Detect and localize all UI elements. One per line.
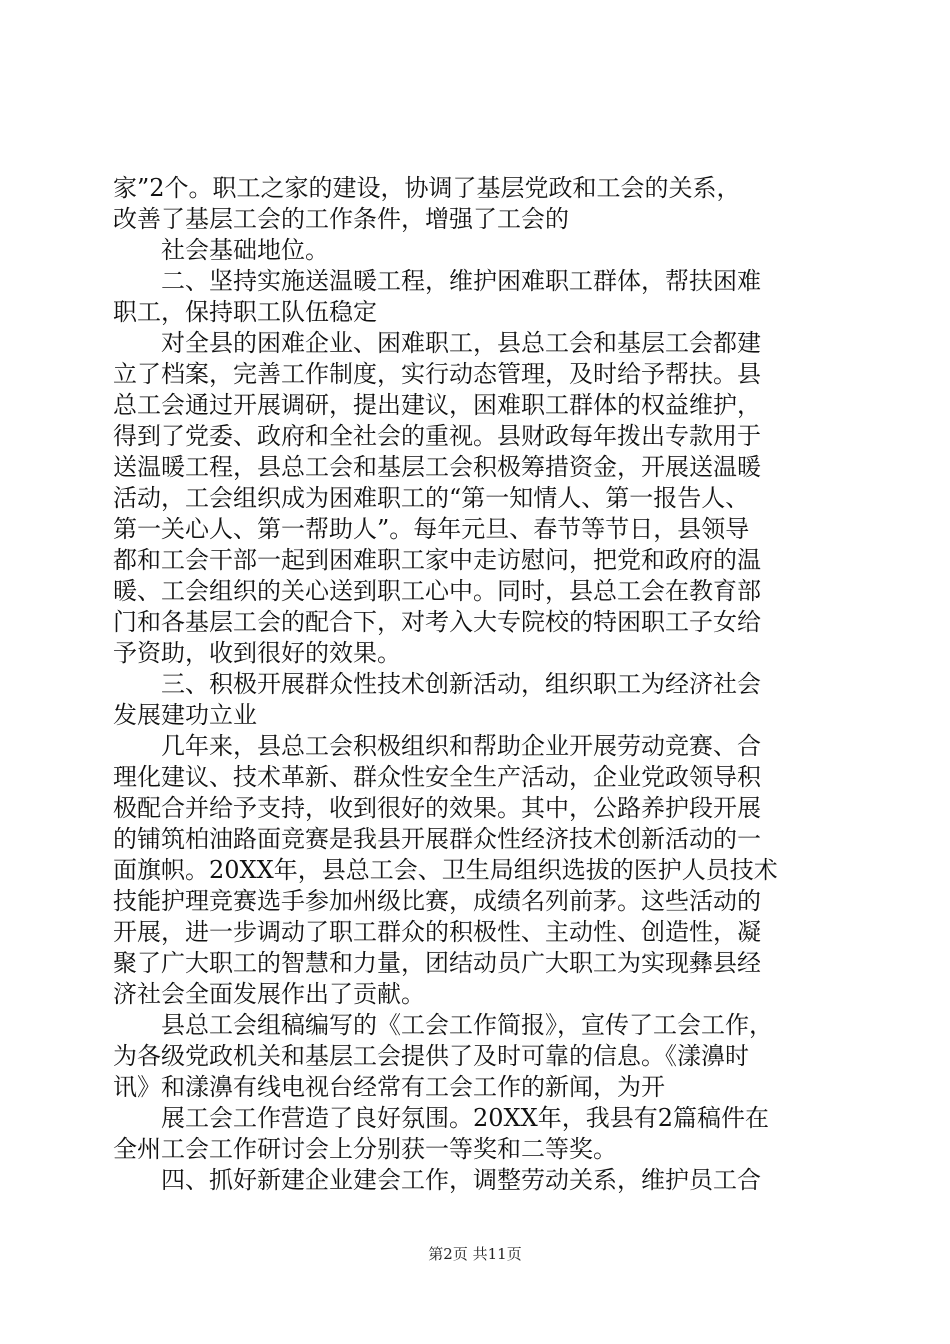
text-line: 全州工会工作研讨会上分别获一等奖和二等奖。 [113,1135,617,1163]
text-line: 立了档案，完善工作制度，实行动态管理，及时给予帮扶。县 [113,360,761,388]
text-line: 理化建议、技术革新、群众性安全生产活动，企业党政领导积 [113,763,761,791]
text-line: 开展，进一步调动了职工群众的积极性、主动性、创造性，凝 [113,918,761,946]
text-line: 极配合并给予支持，收到很好的效果。其中，公路养护段开展 [113,794,761,822]
text-line: 聚了广大职工的智慧和力量，团结动员广大职工为实现彝县经 [113,949,761,977]
text-line: 暖、工会组织的关心送到职工心中。同时，县总工会在教育部 [113,577,761,605]
text-line: 予资助，收到很好的效果。 [113,639,401,667]
text-line: 四、抓好新建企业建会工作，调整劳动关系，维护员工合 [161,1166,761,1194]
text-line: 的铺筑柏油路面竞赛是我县开展群众性经济技术创新活动的一 [113,825,761,853]
text-line: 技能护理竞赛选手参加州级比赛，成绩名列前茅。这些活动的 [113,887,761,915]
text-line: 展工会工作营造了良好氛围。20XX年，我县有2篇稿件在 [161,1104,769,1132]
text-line: 济社会全面发展作出了贡献。 [113,980,425,1008]
text-line: 社会基础地位。 [161,236,329,264]
text-line: 为各级党政机关和基层工会提供了及时可靠的信息。《漾濞时 [113,1042,749,1070]
text-line: 都和工会干部一起到困难职工家中走访慰问，把党和政府的温 [113,546,761,574]
text-line: 讯》和漾濞有线电视台经常有工会工作的新闻，为开 [113,1073,665,1101]
text-line: 门和各基层工会的配合下，对考入大专院校的特困职工子女给 [113,608,761,636]
text-line: 三、积极开展群众性技术创新活动，组织职工为经济社会 [161,670,761,698]
text-line: 县总工会组稿编写的《工会工作简报》，宣传了工会工作， [161,1011,773,1039]
text-line: 职工，保持职工队伍稳定 [113,298,377,326]
text-line: 送温暖工程，县总工会和基层工会积极筹措资金，开展送温暖 [113,453,761,481]
text-line: 二、坚持实施送温暖工程，维护困难职工群体，帮扶困难 [161,267,761,295]
text-line: 家”2个。职工之家的建设，协调了基层党政和工会的关系， [113,174,741,202]
text-line: 对全县的困难企业、困难职工，县总工会和基层工会都建 [161,329,761,357]
text-line: 第一关心人、第一帮助人”。每年元旦、春节等节日，县领导 [113,515,750,543]
text-line: 活动，工会组织成为困难职工的“第一知情人、第一报告人、 [113,484,750,512]
text-line: 得到了党委、政府和全社会的重视。县财政每年拨出专款用于 [113,422,761,450]
text-line: 几年来，县总工会积极组织和帮助企业开展劳动竞赛、合 [161,732,761,760]
text-line: 面旗帜。20XX年，县总工会、卫生局组织选拔的医护人员技术 [113,856,778,884]
text-line: 总工会通过开展调研，提出建议，困难职工群体的权益维护， [113,391,761,419]
text-line: 改善了基层工会的工作条件，增强了工会的 [113,205,569,233]
page-footer: 第2页 共11页 [428,1245,522,1263]
body-text [113,173,843,1196]
text-line: 发展建功立业 [113,701,257,729]
